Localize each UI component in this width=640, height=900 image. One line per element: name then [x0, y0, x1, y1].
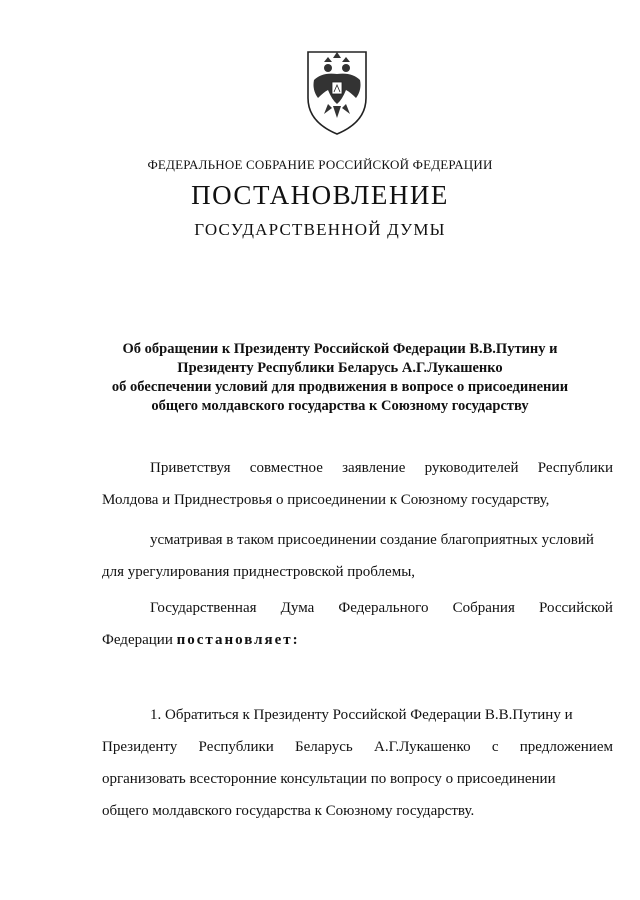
heading-line: об обеспечении условий для продвижения в вопросе о присоединении [111, 379, 569, 395]
word: Собрания [452, 600, 515, 616]
paragraph-line [102, 731, 613, 763]
word: Приветствуя [150, 460, 231, 476]
word: Президенту [102, 739, 178, 755]
heading-line: Об обращении к Президенту Российской Федерации В.В.Путину и [122, 341, 558, 357]
paragraph-line: общего молдавского государства к Союзному государству. [102, 803, 475, 819]
document-type-title: ПОСТАНОВЛЕНИЕ [191, 180, 449, 210]
word: А.Г.Лукашенко [373, 739, 471, 755]
paragraph-item-1 [102, 699, 613, 827]
paragraph-resolves [102, 592, 613, 656]
word: Государственная [150, 600, 257, 616]
paragraph-greeting [102, 452, 613, 516]
word: Республики [537, 460, 613, 476]
paragraph-considering [102, 524, 613, 588]
word: предложением [519, 739, 613, 755]
word: Республики [198, 739, 274, 755]
word: с [491, 739, 499, 755]
word: Российской [539, 600, 613, 616]
heading-line: Президенту Республики Беларусь А.Г.Лукашенко [177, 360, 503, 376]
paragraph-line: 1. Обратиться к Президенту Российской Федерации В.В.Путину и [150, 707, 573, 723]
word: Беларусь [295, 739, 353, 755]
resolution-heading [60, 340, 620, 416]
paragraph-line: усматривая в таком присоединении создание благоприятных условий [150, 532, 594, 548]
resolves-emphasis: постановляет: [176, 632, 300, 648]
word: Федерального [338, 600, 429, 616]
paragraph-line: организовать всесторонние консультации по вопросу о присоединении [102, 771, 556, 787]
paragraph-line: для урегулирования приднестровской проблемы, [102, 564, 416, 580]
word: руководителей [424, 460, 519, 476]
paragraph-line: Молдова и Приднестровья о присоединении к Союзному государству, [102, 492, 550, 508]
paragraph-line [102, 452, 613, 484]
paragraph-line [102, 592, 613, 624]
line-prefix: Федерации [102, 632, 177, 648]
organization-name: ФЕДЕРАЛЬНОЕ СОБРАНИЕ РОССИЙСКОЙ ФЕДЕРАЦИИ [147, 157, 493, 172]
word: совместное [249, 460, 323, 476]
word: заявление [342, 460, 406, 476]
heading-line: общего молдавского государства к Союзному государству [151, 398, 529, 414]
coat-of-arms-emblem [302, 48, 372, 136]
word: Дума [280, 600, 315, 616]
paragraph-line [102, 624, 613, 656]
document-issuer-subtitle: ГОСУДАРСТВЕННОЙ ДУМЫ [194, 220, 446, 239]
